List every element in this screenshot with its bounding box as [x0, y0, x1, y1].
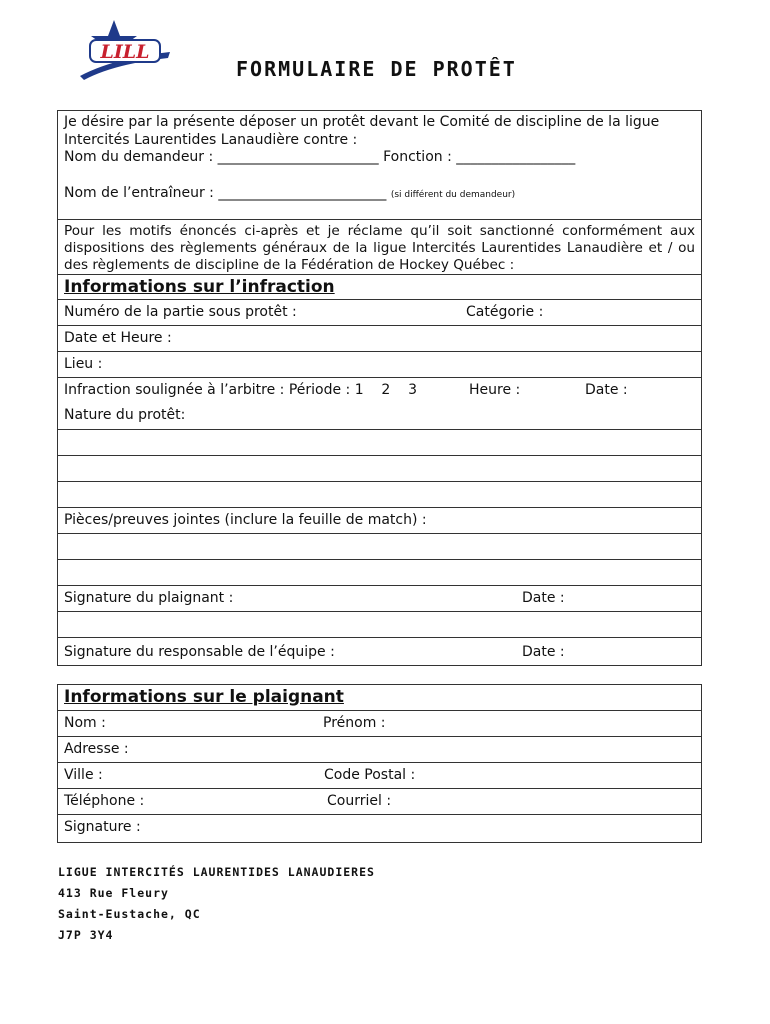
entraineur-note: (si différent du demandeur) [390, 190, 516, 200]
infraction-heading: Informations sur l’infraction [64, 277, 335, 297]
entraineur-line [64, 185, 695, 201]
league-logo [74, 18, 174, 84]
prenom-label: Prénom : [323, 715, 386, 731]
page-title: FORMULAIRE DE PROTÊT [236, 57, 517, 81]
adresse-label: Adresse : [64, 741, 129, 757]
signature-plaignant-label: Signature du plaignant : [64, 590, 234, 606]
signature-blank-row[interactable] [58, 611, 701, 637]
signature-plaignant-row[interactable] [58, 585, 701, 611]
signature-row[interactable] [58, 814, 701, 843]
signature-responsable-row[interactable] [58, 637, 701, 666]
infraction-section [57, 274, 702, 666]
nature-line-2[interactable] [58, 455, 701, 481]
lieu-label: Lieu : [64, 356, 103, 372]
date-heure-label: Date et Heure : [64, 330, 172, 346]
adresse-row[interactable] [58, 736, 701, 762]
address-line-3: Saint-Eustache, QC [58, 907, 201, 921]
intro-text: Je désire par la présente déposer un protêt devant le Comité de discipline de la ligue Intercités Laurentides Lanaudière contre : [64, 114, 660, 148]
ville-label: Ville : [64, 767, 103, 783]
courriel-label: Courriel : [327, 793, 392, 809]
code-postal-label: Code Postal : [324, 767, 416, 783]
categorie-label: Catégorie : [466, 304, 544, 320]
intro-section [57, 110, 702, 275]
responsable-date-label: Date : [522, 644, 565, 660]
signature-date-label: Date : [522, 590, 565, 606]
pieces-label: Pièces/preuves jointes (inclure la feuille de match) : [64, 512, 427, 528]
league-address [58, 862, 375, 946]
demandeur-line: Nom du demandeur : _______________________ Fonction : _________________ [64, 149, 576, 165]
signature-label: Signature : [64, 819, 141, 835]
address-line-2: 413 Rue Fleury [58, 886, 169, 900]
address-line-4: J7P 3Y4 [58, 928, 114, 942]
lieu-row[interactable] [58, 351, 701, 377]
date-label: Date : [585, 382, 628, 398]
logo-text: LILL [100, 41, 150, 63]
pieces-line-2[interactable] [58, 559, 701, 585]
heure-label: Heure : [469, 382, 521, 398]
numero-row[interactable] [58, 299, 701, 325]
nature-row[interactable] [58, 403, 701, 429]
telephone-label: Téléphone : [64, 793, 145, 809]
signature-responsable-label: Signature du responsable de l’équipe : [64, 644, 335, 660]
divider [58, 219, 701, 220]
nom-row[interactable] [58, 710, 701, 736]
address-line-1: LIGUE INTERCITÉS LAURENTIDES LANAUDIERES [58, 865, 375, 879]
motifs-text: Pour les motifs énoncés ci-après et je réclame qu’il soit sanctionné conformément aux dispositions des règlements généraux de la ligue Intercités Laurentides Lanaudière et / ou des règlements de discipline de la Fédération de Hockey Québec : [64, 223, 695, 273]
pieces-row[interactable] [58, 507, 701, 533]
nature-line-1[interactable] [58, 429, 701, 455]
ville-row[interactable] [58, 762, 701, 788]
plaignant-heading: Informations sur le plaignant [64, 687, 344, 707]
numero-label: Numéro de la partie sous protêt : [64, 304, 297, 320]
pieces-line-1[interactable] [58, 533, 701, 559]
nature-label: Nature du protêt: [64, 407, 186, 423]
date-heure-row[interactable] [58, 325, 701, 351]
infraction-row[interactable] [58, 377, 701, 403]
plaignant-section [57, 684, 702, 843]
nom-label: Nom : [64, 715, 106, 731]
telephone-row[interactable] [58, 788, 701, 814]
infraction-periode-label: Infraction soulignée à l’arbitre : Période : 1 2 3 [64, 382, 418, 398]
entraineur-label: Nom de l’entraîneur : ________________________ [64, 185, 387, 201]
nature-line-3[interactable] [58, 481, 701, 507]
